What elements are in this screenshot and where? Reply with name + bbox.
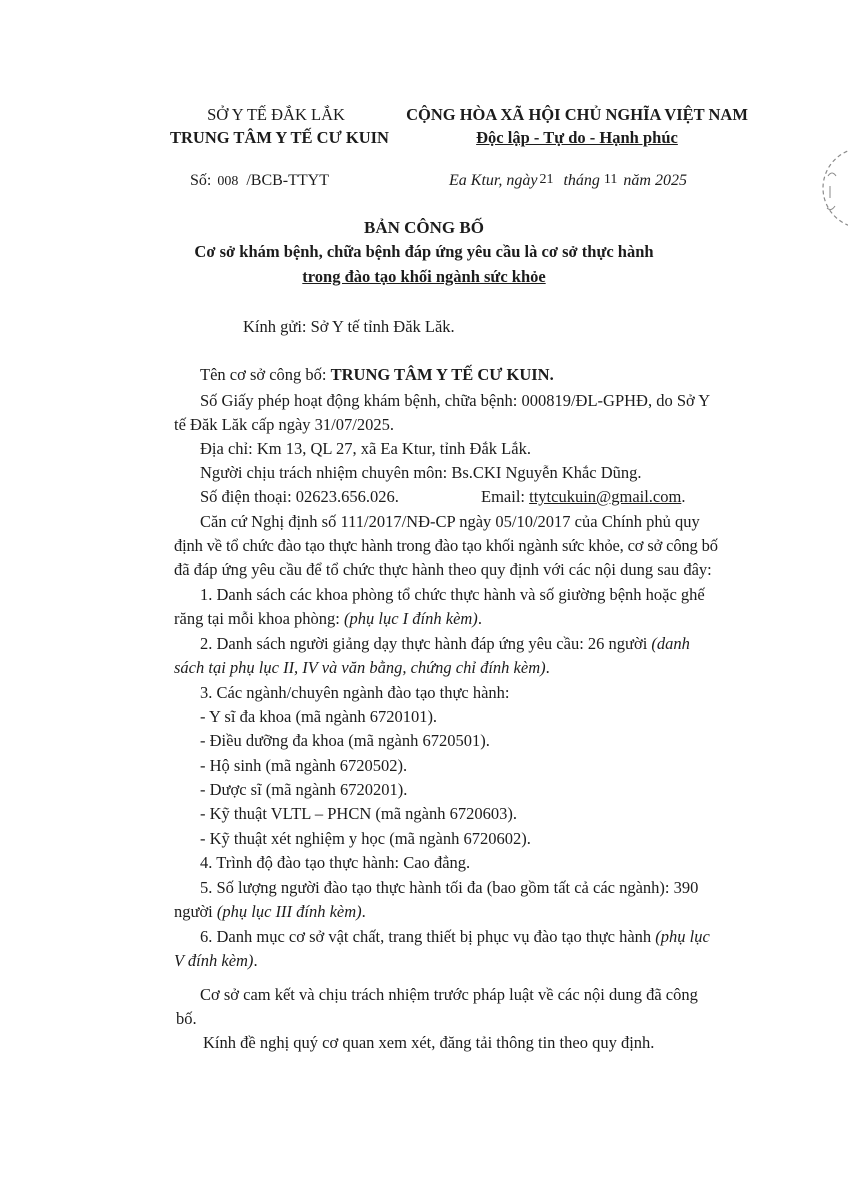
issuer-organization: TRUNG TÂM Y TẾ CƯ KUIN [170,128,389,147]
national-title: CỘNG HÒA XÃ HỘI CHỦ NGHĨA VIỆT NAM [406,105,748,124]
item1-end: . [477,609,482,628]
phone-line: Số điện thoại: 02623.656.026. [200,487,399,506]
stamp-strokes [827,173,836,210]
major-list-item: - Dược sĩ (mã ngành 6720201). [200,780,408,799]
document-title: BẢN CÔNG BỐ [364,218,484,237]
item5-appendix: (phụ lục III đính kèm) [216,902,362,921]
item5-text: người [174,902,213,921]
responsible-person-line: Người chịu trách nhiệm chuyên môn: Bs.CKI Nguyễn Khắc Dũng. [200,463,642,482]
recipient-line: Kính gửi: Sở Y tế tỉnh Đăk Lăk. [243,317,455,336]
basis-line3: đã đáp ứng yêu cầu để tổ chức thực hành theo quy định với các nội dung sau đây: [174,560,712,579]
item2-end: . [545,658,550,677]
item6-line2 [174,949,258,973]
date-month-label: tháng [563,172,600,189]
doc-number-label: Số: [190,172,212,189]
stamp-circle [823,148,848,228]
item6-appendix: V đính kèm) [174,951,254,970]
email-end: . [681,487,686,506]
item1-line1: 1. Danh sách các khoa phòng tổ chức thực hành và số giường bệnh hoặc ghế [200,585,705,604]
item6-text: 6. Danh mục cơ sở vật chất, trang thiết bị phục vụ đào tạo thực hành [200,927,652,946]
place-date [449,172,687,190]
basis-line2: định về tổ chức đào tạo thực hành trong đào tạo khối ngành sức khỏe, cơ sở công bố [174,536,718,555]
national-motto: Độc lập - Tự do - Hạnh phúc [476,128,678,147]
major-list-item: - Hộ sinh (mã ngành 6720502). [200,756,408,775]
item2-appendix: sách tại phụ lục II, IV và văn bằng, chứng chỉ đính kèm) [174,658,546,677]
item6-line1 [200,925,710,949]
item6-appendix-start: (phụ lục [655,927,710,946]
license-line1: Số Giấy phép hoạt động khám bệnh, chữa bệnh: 000819/ĐL-GPHĐ, do Sở Y [200,391,711,410]
stamp-edge-icon [818,128,848,248]
document-subtitle-line2: trong đào tạo khối ngành sức khỏe [302,267,546,286]
request-line: Kính đề nghị quý cơ quan xem xét, đăng tải thông tin theo quy định. [203,1033,655,1052]
address-line: Địa chỉ: Km 13, QL 27, xã Ea Ktur, tỉnh Đắk Lắk. [200,439,531,458]
facility-name-line [200,363,554,387]
major-list-item: - Kỹ thuật xét nghiệm y học (mã ngành 6720602). [200,829,531,848]
email-link[interactable]: ttytcukuin@gmail.com [529,487,682,506]
place-date-prefix: Ea Ktur, ngày [449,172,538,189]
facility-name-label: Tên cơ sở công bố: [200,365,327,384]
major-list-item: - Y sĩ đa khoa (mã ngành 6720101). [200,707,438,726]
item6-end: . [253,951,258,970]
email-line [481,485,685,509]
doc-number-suffix: /BCB-TTYT [246,172,330,189]
item2-text: 2. Danh sách người giảng dạy thực hành đáp ứng yêu cầu: 26 người [200,634,648,653]
doc-number-value: 008 [217,174,239,189]
commitment-line1: Cơ sở cam kết và chịu trách nhiệm trước pháp luật về các nội dung đã công [200,985,698,1004]
date-month: 11 [603,172,618,187]
item1-appendix: (phụ lục I đính kèm) [344,609,478,628]
document-subtitle-line1: Cơ sở khám bệnh, chữa bệnh đáp ứng yêu cầu là cơ sở thực hành [194,242,654,261]
basis-line1: Căn cứ Nghị định số 111/2017/NĐ-CP ngày 05/10/2017 của Chính phủ quy [200,512,700,531]
item2-line2 [174,656,550,680]
item1-line2 [174,607,482,631]
item5-line2 [174,900,366,924]
item1-text: răng tại mỗi khoa phòng: [174,609,340,628]
date-year: năm 2025 [623,172,687,189]
major-list-item: - Điều dưỡng đa khoa (mã ngành 6720501). [200,731,490,750]
item2-line1 [200,632,690,656]
email-label: Email: [481,487,525,506]
item4-line: 4. Trình độ đào tạo thực hành: Cao đẳng. [200,853,471,872]
facility-name-value: TRUNG TÂM Y TẾ CƯ KUIN. [330,365,554,384]
item5-end: . [361,902,366,921]
commitment-line2: bố. [176,1009,197,1028]
issuer-department: SỞ Y TẾ ĐẮK LẮK [207,105,345,124]
item5-line1: 5. Số lượng người đào tạo thực hành tối đa (bao gồm tất cả các ngành): 390 [200,878,699,897]
license-line2: tế Đăk Lăk cấp ngày 31/07/2025. [174,415,394,434]
document-number [190,172,329,190]
major-list-item: - Kỹ thuật VLTL – PHCN (mã ngành 6720603). [200,804,517,823]
item2-appendix-start: (danh [651,634,690,653]
date-day: 21 [539,172,554,187]
item3-heading: 3. Các ngành/chuyên ngành đào tạo thực hành: [200,683,510,702]
